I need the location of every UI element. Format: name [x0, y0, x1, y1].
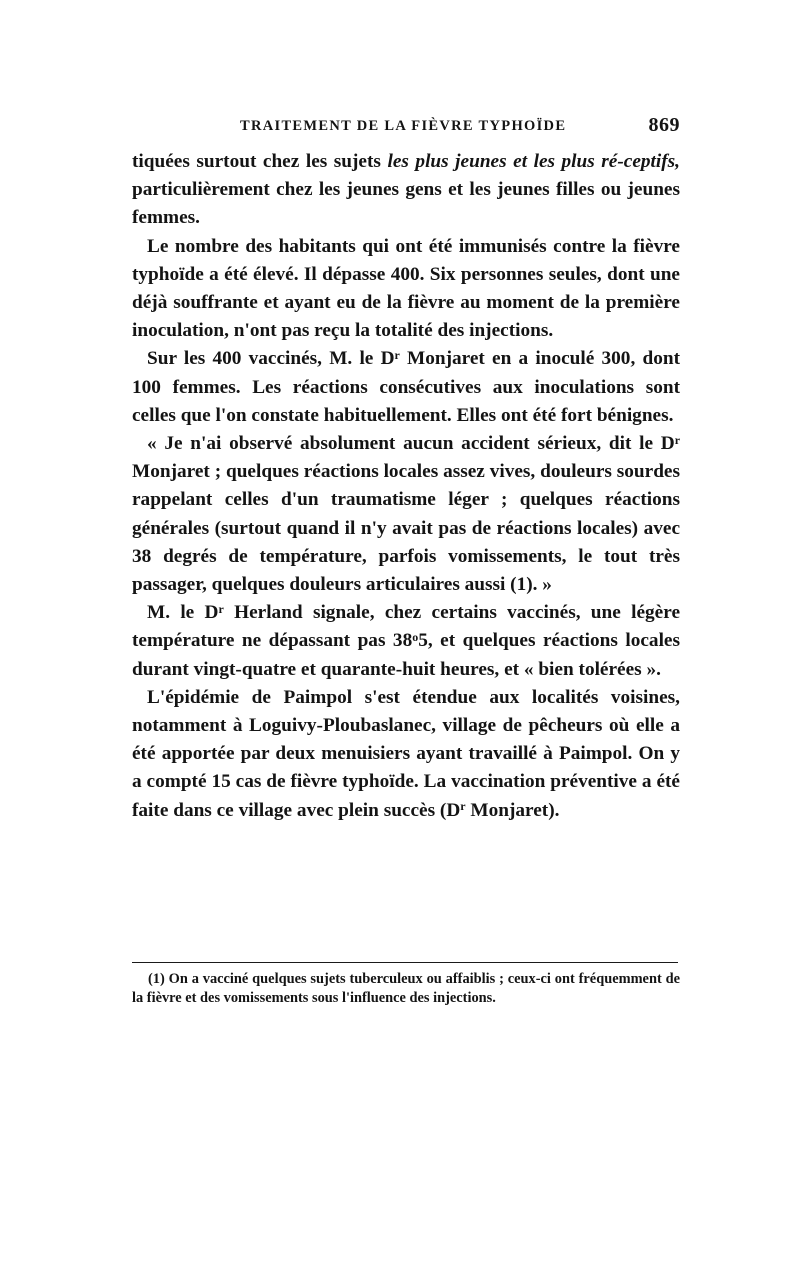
- running-title: TRAITEMENT DE LA FIÈVRE TYPHOÏDE: [240, 118, 567, 134]
- page-number: 869: [648, 114, 680, 136]
- paragraph-3: Sur les 400 vaccinés, M. le $D^r$ Monjaret en a inoculé 300, dont 100 femmes. Les réactions consécutives aux inoculations sont celles que l'on constate habituellement. Elles ont été fort bénignes.: [132, 348, 680, 426]
- emphasis-text: les plus jeunes et les plus ré-ceptifs,: [387, 151, 680, 172]
- paragraph-4-quotation: « Je n'ai observé absolument aucun accident sérieux, dit le $D^r$ Monjaret ; quelques réactions locales assez vives, douleurs sourdes rappelant celles d'un traumatisme léger ; quelques réactions générales (surtout quand il n'y avait pas de réactions locales) avec 38 degrés de température, parfois vomissements, le tout très passager, quelques douleurs articulaires aussi (1). »: [132, 432, 680, 596]
- paragraph-5: M. le $D^r$ Herland signale, chez certains vaccinés, une légère température ne dépassant pas 38$^o$5, et quelques réactions locales durant vingt-quatre et quarante-huit heures, et « bien tolérées ».: [132, 601, 680, 680]
- paragraph-6: L'épidémie de Paimpol s'est étendue aux localités voisines, notamment à Loguivy-Ploubaslanec, village de pêcheurs où elle a été apportée par deux menuisiers ayant travaillé à Paimpol. On y a compté 15 cas de fièvre typhoïde. La vaccination préventive a été faite dans ce village avec plein succès ($D^r$ Monjaret).: [132, 686, 680, 821]
- running-head: [132, 112, 680, 146]
- paragraph-2: Le nombre des habitants qui ont été immunisés contre la fièvre typhoïde a été élevé. Il dépasse 400. Six personnes seules, dont une déjà souffrante et ayant eu de la fièvre au moment de la première inoculation, n'ont pas reçu la totalité des injections.: [132, 235, 680, 342]
- footnote: (1) On a vacciné quelques sujets tuberculeux ou affaiblis ; ceux-ci ont fréquemment de la fièvre et des vomissements sous l'influence des injections.: [132, 971, 680, 1007]
- body-text: [132, 148, 680, 825]
- paragraph-1: tiquées surtout chez les sujets les plus jeunes et les plus ré-ceptifs, particulièrement chez les jeunes gens et les jeunes filles ou jeunes femmes.: [132, 151, 680, 229]
- footnote-rule: [132, 962, 678, 963]
